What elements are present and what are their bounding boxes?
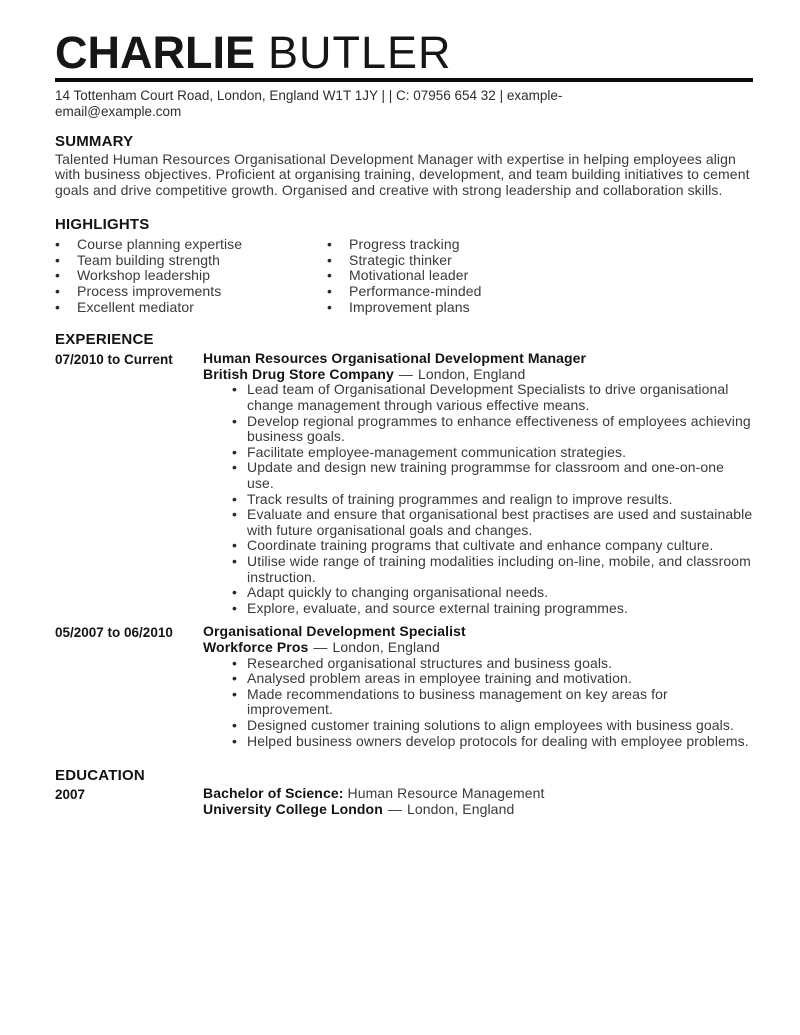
highlights-column-2 — [327, 237, 567, 315]
job-2-title: Organisational Development Specialist — [203, 623, 466, 640]
bullet-icon — [55, 237, 60, 253]
job-1-dates: 07/2010 to Current — [55, 352, 173, 368]
highlights-column-1 — [55, 237, 327, 315]
job-bullet-text: Made recommendations to business management on key areas for improvement. — [247, 685, 668, 718]
bullet-icon — [232, 382, 237, 398]
bullet-icon — [232, 507, 237, 523]
education-school-line — [203, 802, 753, 818]
highlight-item — [327, 237, 567, 253]
job-bullet-text: Explore, evaluate, and source external training programmes. — [247, 599, 628, 616]
education-field: Human Resource Management — [347, 785, 545, 802]
bullet-icon — [55, 253, 60, 269]
education-entry — [55, 786, 753, 817]
highlight-item — [55, 253, 327, 269]
bullet-icon — [327, 237, 332, 253]
bullet-icon — [232, 601, 237, 617]
bullet-icon — [327, 284, 332, 300]
contact-line-1: 14 Tottenham Court Road, London, England W1T 1JY | | C: 07956 654 32 | example- — [55, 87, 563, 103]
job-bullet-item — [203, 414, 753, 445]
highlight-item — [55, 300, 327, 316]
experience-heading: EXPERIENCE — [55, 331, 154, 349]
highlights-section — [55, 216, 753, 315]
highlight-item — [327, 284, 567, 300]
bullet-icon — [55, 284, 60, 300]
highlight-text: Progress tracking — [349, 236, 460, 253]
job-bullet-item — [203, 585, 753, 601]
bullet-icon — [232, 671, 237, 687]
highlights-heading: HIGHLIGHTS — [55, 216, 150, 234]
education-degree-line — [203, 786, 753, 802]
candidate-name — [55, 27, 753, 78]
job-bullet-text: Coordinate training programs that cultivate and enhance company culture. — [247, 537, 714, 554]
contact-line-2: email@example.com — [55, 103, 182, 119]
first-name: CHARLIE — [55, 27, 255, 78]
job-1-bullets — [203, 382, 753, 616]
job-1-location: London, England — [417, 365, 526, 382]
job-bullet-item — [203, 671, 753, 687]
job-1-company: British Drug Store Company — [203, 365, 394, 382]
education-section — [55, 767, 753, 817]
highlight-item — [55, 284, 327, 300]
highlight-text: Strategic thinker — [349, 251, 452, 268]
highlight-text: Excellent mediator — [77, 298, 194, 315]
job-bullet-text: Researched organisational structures and business goals. — [247, 654, 613, 671]
education-details — [203, 786, 753, 817]
bullet-icon — [232, 460, 237, 476]
job-bullet-item — [203, 492, 753, 508]
job-entry-1 — [55, 351, 753, 616]
job-1-company-line — [203, 367, 753, 383]
job-bullet-item — [203, 656, 753, 672]
bullet-icon — [232, 734, 237, 750]
job-bullet-text: Develop regional programmes to enhance effectiveness of employees achieving business goals. — [247, 412, 751, 445]
highlight-item — [327, 253, 567, 269]
bullet-icon — [55, 300, 60, 316]
highlights-columns — [55, 237, 753, 315]
education-degree: Bachelor of Science: — [203, 785, 344, 802]
highlight-text: Improvement plans — [349, 298, 470, 315]
education-school: University College London — [203, 800, 383, 817]
job-bullet-text: Utilise wide range of training modalities including on-line, mobile, and classroom instruction. — [247, 552, 751, 585]
highlight-text: Process improvements — [77, 283, 222, 300]
job-bullet-item — [203, 460, 753, 491]
job-bullet-item — [203, 382, 753, 413]
job-1-details — [203, 351, 753, 616]
job-bullet-item — [203, 734, 753, 750]
dash-separator: — — [398, 365, 413, 382]
job-bullet-text: Analysed problem areas in employee training and motivation. — [247, 670, 632, 687]
education-year: 2007 — [55, 787, 86, 803]
summary-text: Talented Human Resources Organisational Development Manager with expertise in helping employees align with business objectives. Proficient at organising training, development, and team building initiatives to cement goals and drive competitive growth. Organised and creative with strong leadership and collaboration skills. — [55, 150, 750, 198]
bullet-icon — [232, 656, 237, 672]
job-bullet-item — [203, 445, 753, 461]
highlight-item — [327, 268, 567, 284]
bullet-icon — [232, 585, 237, 601]
job-bullet-text: Helped business owners develop protocols for dealing with employee problems. — [247, 732, 749, 749]
bullet-icon — [232, 414, 237, 430]
contact-info — [55, 88, 753, 120]
job-2-details — [203, 624, 753, 749]
job-bullet-item — [203, 554, 753, 585]
job-2-location: London, England — [332, 638, 440, 655]
job-2-dates: 05/2007 to 06/2010 — [55, 625, 173, 641]
highlight-text: Performance-minded — [349, 283, 482, 300]
education-location: London, England — [406, 800, 515, 817]
header-divider — [55, 78, 753, 82]
job-bullet-text: Designed customer training solutions to align employees with business goals. — [247, 716, 734, 733]
job-bullet-text: Track results of training programmes and realign to improve results. — [247, 490, 673, 507]
job-2-company: Workforce Pros — [203, 638, 309, 655]
job-bullet-text: Lead team of Organisational Development Specialists to drive organisational change management through various effective means. — [247, 381, 729, 414]
experience-section — [55, 331, 753, 749]
dash-separator: — — [387, 800, 402, 817]
dash-separator: — — [313, 638, 328, 655]
highlight-text: Team building strength — [77, 251, 221, 268]
highlight-item — [327, 300, 567, 316]
bullet-icon — [232, 554, 237, 570]
job-bullet-text: Evaluate and ensure that organisational best practises are used and sustainable with future organisational goals and changes. — [247, 506, 753, 538]
summary-section — [55, 133, 753, 199]
highlight-item — [55, 268, 327, 284]
job-2-company-line — [203, 640, 753, 656]
highlight-text: Motivational leader — [349, 267, 469, 284]
bullet-icon — [327, 300, 332, 316]
education-heading: EDUCATION — [55, 767, 145, 785]
bullet-icon — [55, 268, 60, 284]
last-name: BUTLER — [268, 27, 452, 78]
job-bullet-text: Update and design new training programmse for classroom and one-on-one use. — [247, 459, 725, 491]
highlight-text: Course planning expertise — [77, 236, 243, 253]
job-bullet-item — [203, 601, 753, 617]
job-bullet-item — [203, 538, 753, 554]
job-bullet-item — [203, 507, 753, 538]
job-bullet-item — [203, 687, 753, 718]
name-space — [255, 27, 268, 78]
job-2-bullets — [203, 656, 753, 750]
summary-heading: SUMMARY — [55, 132, 134, 150]
job-bullet-item — [203, 718, 753, 734]
bullet-icon — [232, 492, 237, 508]
job-entry-2 — [55, 624, 753, 749]
job-bullet-text: Facilitate employee-management communication strategies. — [247, 443, 627, 460]
bullet-icon — [232, 687, 237, 703]
job-1-title: Human Resources Organisational Development Manager — [203, 350, 587, 367]
resume-header — [55, 27, 753, 120]
bullet-icon — [327, 268, 332, 284]
highlight-text: Workshop leadership — [77, 267, 211, 284]
bullet-icon — [232, 538, 237, 554]
job-bullet-text: Adapt quickly to changing organisational needs. — [247, 584, 549, 601]
highlight-item — [55, 237, 327, 253]
bullet-icon — [232, 445, 237, 461]
bullet-icon — [232, 718, 237, 734]
bullet-icon — [327, 253, 332, 269]
